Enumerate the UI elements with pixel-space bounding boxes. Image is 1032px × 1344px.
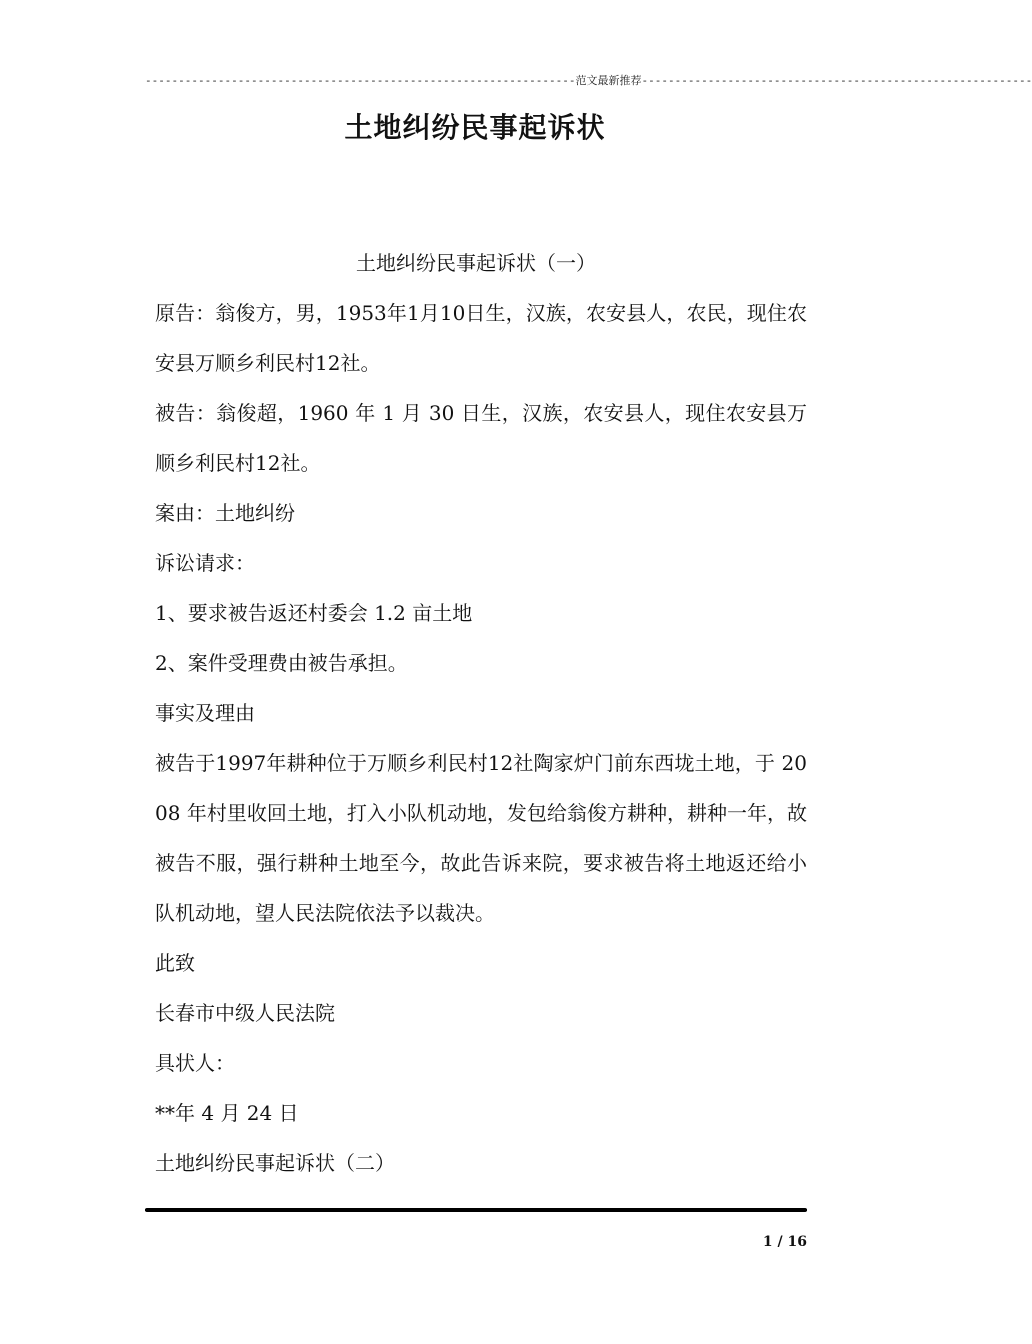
signer-label: 具状人： (155, 1051, 235, 1075)
page-number: 1 / 16 (762, 1234, 807, 1250)
facts-paragraph: 被告于1997年耕种位于万顺乡利民村12社陶家炉门前东西垅土地，于 2008 年村里收回土地，打入小队机动地，发包给翁俊方耕种，耕种一年，故被告不服，强行耕种土地至今，故此告诉来院，要求被告将土地返还给小队机动地，望人民法院依法予以裁决。 (155, 751, 807, 925)
section-heading-2: 土地纠纷民事起诉状（二） (155, 1151, 395, 1175)
court-name: 长春市中级人民法院 (155, 1001, 335, 1025)
date-line: **年 4 月 24 日 (155, 1101, 299, 1125)
defendant-paragraph: 被告：翁俊超，1960 年 1 月 30 日生，汉族，农安县人，现住农安县万顺乡利民村12社。 (155, 401, 807, 475)
footer-divider (145, 1208, 807, 1212)
claims-heading: 诉讼请求： (155, 551, 255, 575)
claim-item-2: 2、案件受理费由被告承担。 (155, 651, 408, 675)
section-heading-1: 土地纠纷民事起诉状（一） (356, 251, 596, 275)
claim-item-1: 1、要求被告返还村委会 1.2 亩土地 (155, 601, 473, 625)
header-banner: -----------------------------------------------------------------范文最新推荐----------------------------------------------------------- (145, 74, 1032, 87)
salutation: 此致 (155, 951, 195, 975)
document-title: 土地纠纷民事起诉状 (344, 111, 606, 144)
document-body (145, 238, 807, 1188)
plaintiff-paragraph: 原告：翁俊方，男，1953年1月10日生，汉族，农安县人，农民，现住农安县万顺乡利民村12社。 (155, 301, 807, 375)
facts-heading: 事实及理由 (155, 701, 255, 725)
case-cause: 案由：土地纠纷 (155, 501, 295, 525)
